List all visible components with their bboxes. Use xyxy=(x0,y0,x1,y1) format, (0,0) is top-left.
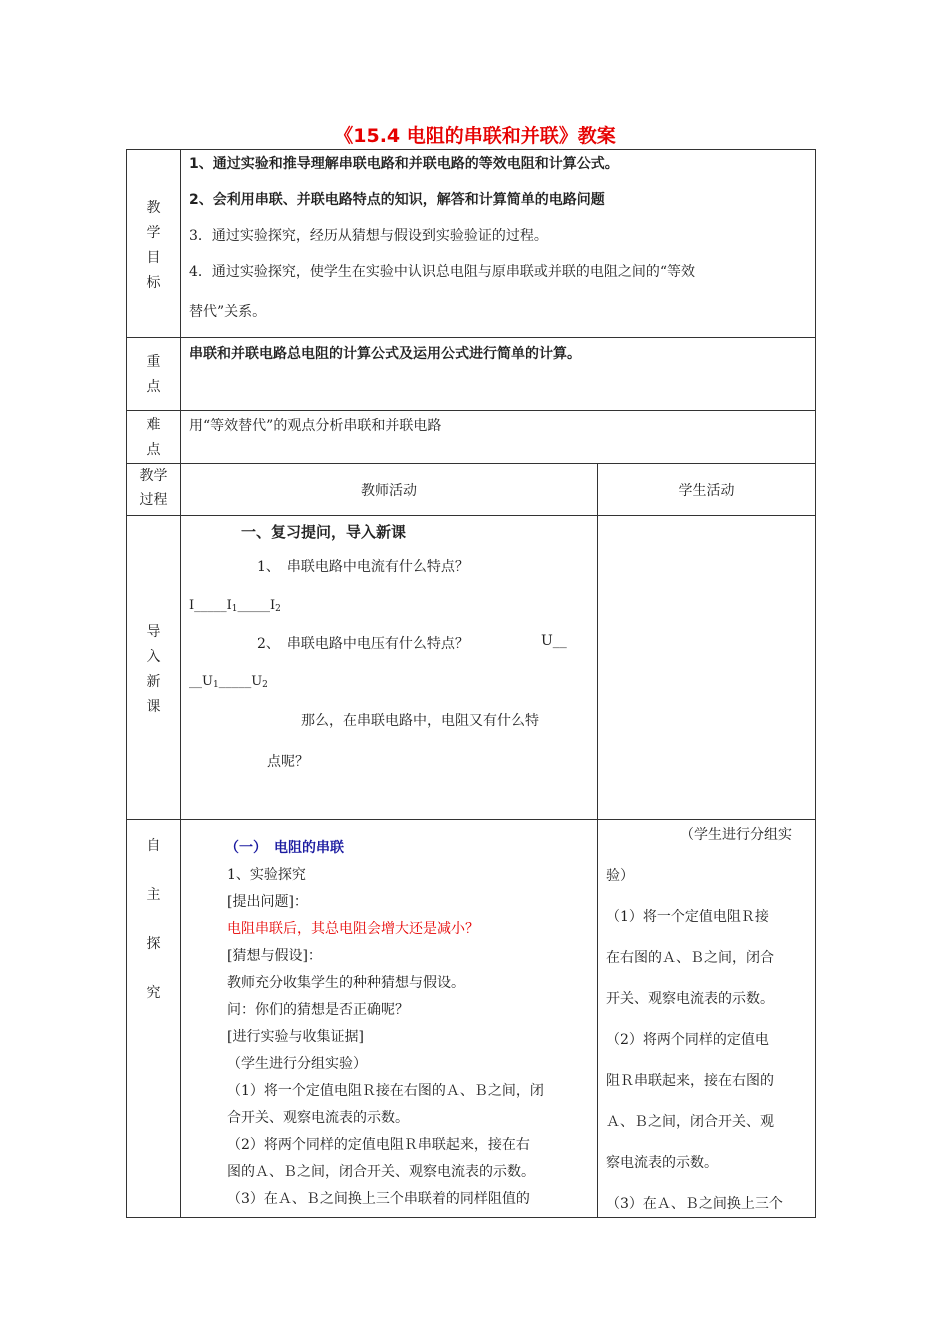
student-line: 阻Ｒ串联起来，接在右图的 xyxy=(606,1073,774,1089)
student-line: （3）在Ａ、Ｂ之间换上三个 xyxy=(606,1196,783,1212)
objective-2: 2、会利用串联、并联电路特点的知识，解答和计算简单的电路问题 xyxy=(189,192,605,208)
key-points-row xyxy=(127,338,816,411)
explore-line: （学生进行分组实验） xyxy=(227,1056,367,1072)
explore-student-cell xyxy=(598,820,816,1218)
objectives-label: 教学目标 xyxy=(127,150,181,338)
explore-line: （2）将两个同样的定值电阻Ｒ串联起来，接在右 xyxy=(227,1137,530,1153)
explore-line: [猜想与假设]： xyxy=(227,948,322,964)
section-heading: （一） 电阻的串联 xyxy=(225,840,344,856)
student-line: 开关、观察电流表的示数。 xyxy=(606,991,774,1007)
intro-question-1: 1、 串联电路中电流有什么特点？ xyxy=(257,559,469,575)
difficulties-row xyxy=(127,411,816,464)
document-title: 《15.4 电阻的串联和并联》教案 xyxy=(334,125,616,147)
objective-1: 1、通过实验和推导理解串联电路和并联电路的等效电阻和计算公式。 xyxy=(189,156,619,172)
difficulties-label: 难点 xyxy=(127,411,181,464)
student-line: （2）将两个同样的定值电 xyxy=(606,1032,769,1048)
intro-heading: 一、复习提问，导入新课 xyxy=(241,523,407,541)
objective-4-cont: 替代”关系。 xyxy=(189,304,267,320)
key-points-text: 串联和并联电路总电阻的计算公式及运用公式进行简单的计算。 xyxy=(189,346,581,362)
objectives-cell xyxy=(181,150,816,338)
student-line: Ａ、Ｂ之间，闭合开关、观 xyxy=(606,1114,774,1130)
explore-line: [进行实验与收集证据] xyxy=(227,1029,364,1045)
student-line: 验） xyxy=(606,868,634,884)
intro-question-2: 2、 串联电路中电压有什么特点？ xyxy=(257,636,469,652)
current-relation: $I\_\_\_\_\_I_1\_\_\_\_\_I_2$ xyxy=(189,598,281,614)
process-header-row xyxy=(127,464,816,516)
explore-line: 合开关、观察电流表的示数。 xyxy=(227,1110,409,1126)
process-label: 教学 过程 xyxy=(127,464,181,516)
voltage-relation: $\_\_U_1\_\_\_\_\_U_2$ xyxy=(189,674,268,690)
intro-label: 导入新课 xyxy=(127,516,181,820)
explore-line: （3）在Ａ、Ｂ之间换上三个串联着的同样阻值的 xyxy=(227,1191,530,1207)
explore-line: [提出问题]： xyxy=(227,894,308,910)
student-line: 察电流表的示数。 xyxy=(606,1155,718,1171)
objectives-row xyxy=(127,150,816,338)
student-activity-header: 学生活动 xyxy=(598,464,816,516)
intro-teacher-cell xyxy=(181,516,598,820)
student-line: （1）将一个定值电阻Ｒ接 xyxy=(606,909,769,925)
explore-row xyxy=(127,820,816,1218)
explore-line: 教师充分收集学生的种种猜想与假设。 xyxy=(227,975,465,991)
explore-line: （1）将一个定值电阻Ｒ接在右图的Ａ、Ｂ之间，闭 xyxy=(227,1083,544,1099)
objective-4: 4．通过实验探究，使学生在实验中认识总电阻与原串联或并联的电阻之间的“等效 xyxy=(189,264,696,280)
explore-question: 电阻串联后，其总电阻会增大还是减小？ xyxy=(227,921,479,937)
intro-student-cell xyxy=(598,516,816,820)
student-line: 在右图的Ａ、Ｂ之间，闭合 xyxy=(606,950,774,966)
explore-label: 自主探究 xyxy=(127,820,181,1218)
difficulties-cell xyxy=(181,411,816,464)
voltage-u: U__ xyxy=(541,633,567,649)
intro-row xyxy=(127,516,816,820)
lesson-plan-table xyxy=(126,149,816,1218)
explore-line: 问：你们的猜想是否正确呢？ xyxy=(227,1002,409,1018)
explore-line: 图的Ａ、Ｂ之间，闭合开关、观察电流表的示数。 xyxy=(227,1164,535,1180)
objective-3: 3．通过实验探究，经历从猜想与假设到实验验证的过程。 xyxy=(189,228,548,244)
explore-teacher-cell xyxy=(181,820,598,1218)
key-points-label: 重点 xyxy=(127,338,181,411)
intro-closing-2: 点呢？ xyxy=(267,754,309,770)
intro-closing-1: 那么，在串联电路中，电阻又有什么特 xyxy=(301,713,539,729)
difficulties-text: 用“等效替代”的观点分析串联和并联电路 xyxy=(189,418,442,434)
explore-line: 1、实验探究 xyxy=(227,867,306,883)
key-points-cell xyxy=(181,338,816,411)
student-line: （学生进行分组实 xyxy=(680,827,792,843)
teacher-activity-header: 教师活动 xyxy=(181,464,598,516)
